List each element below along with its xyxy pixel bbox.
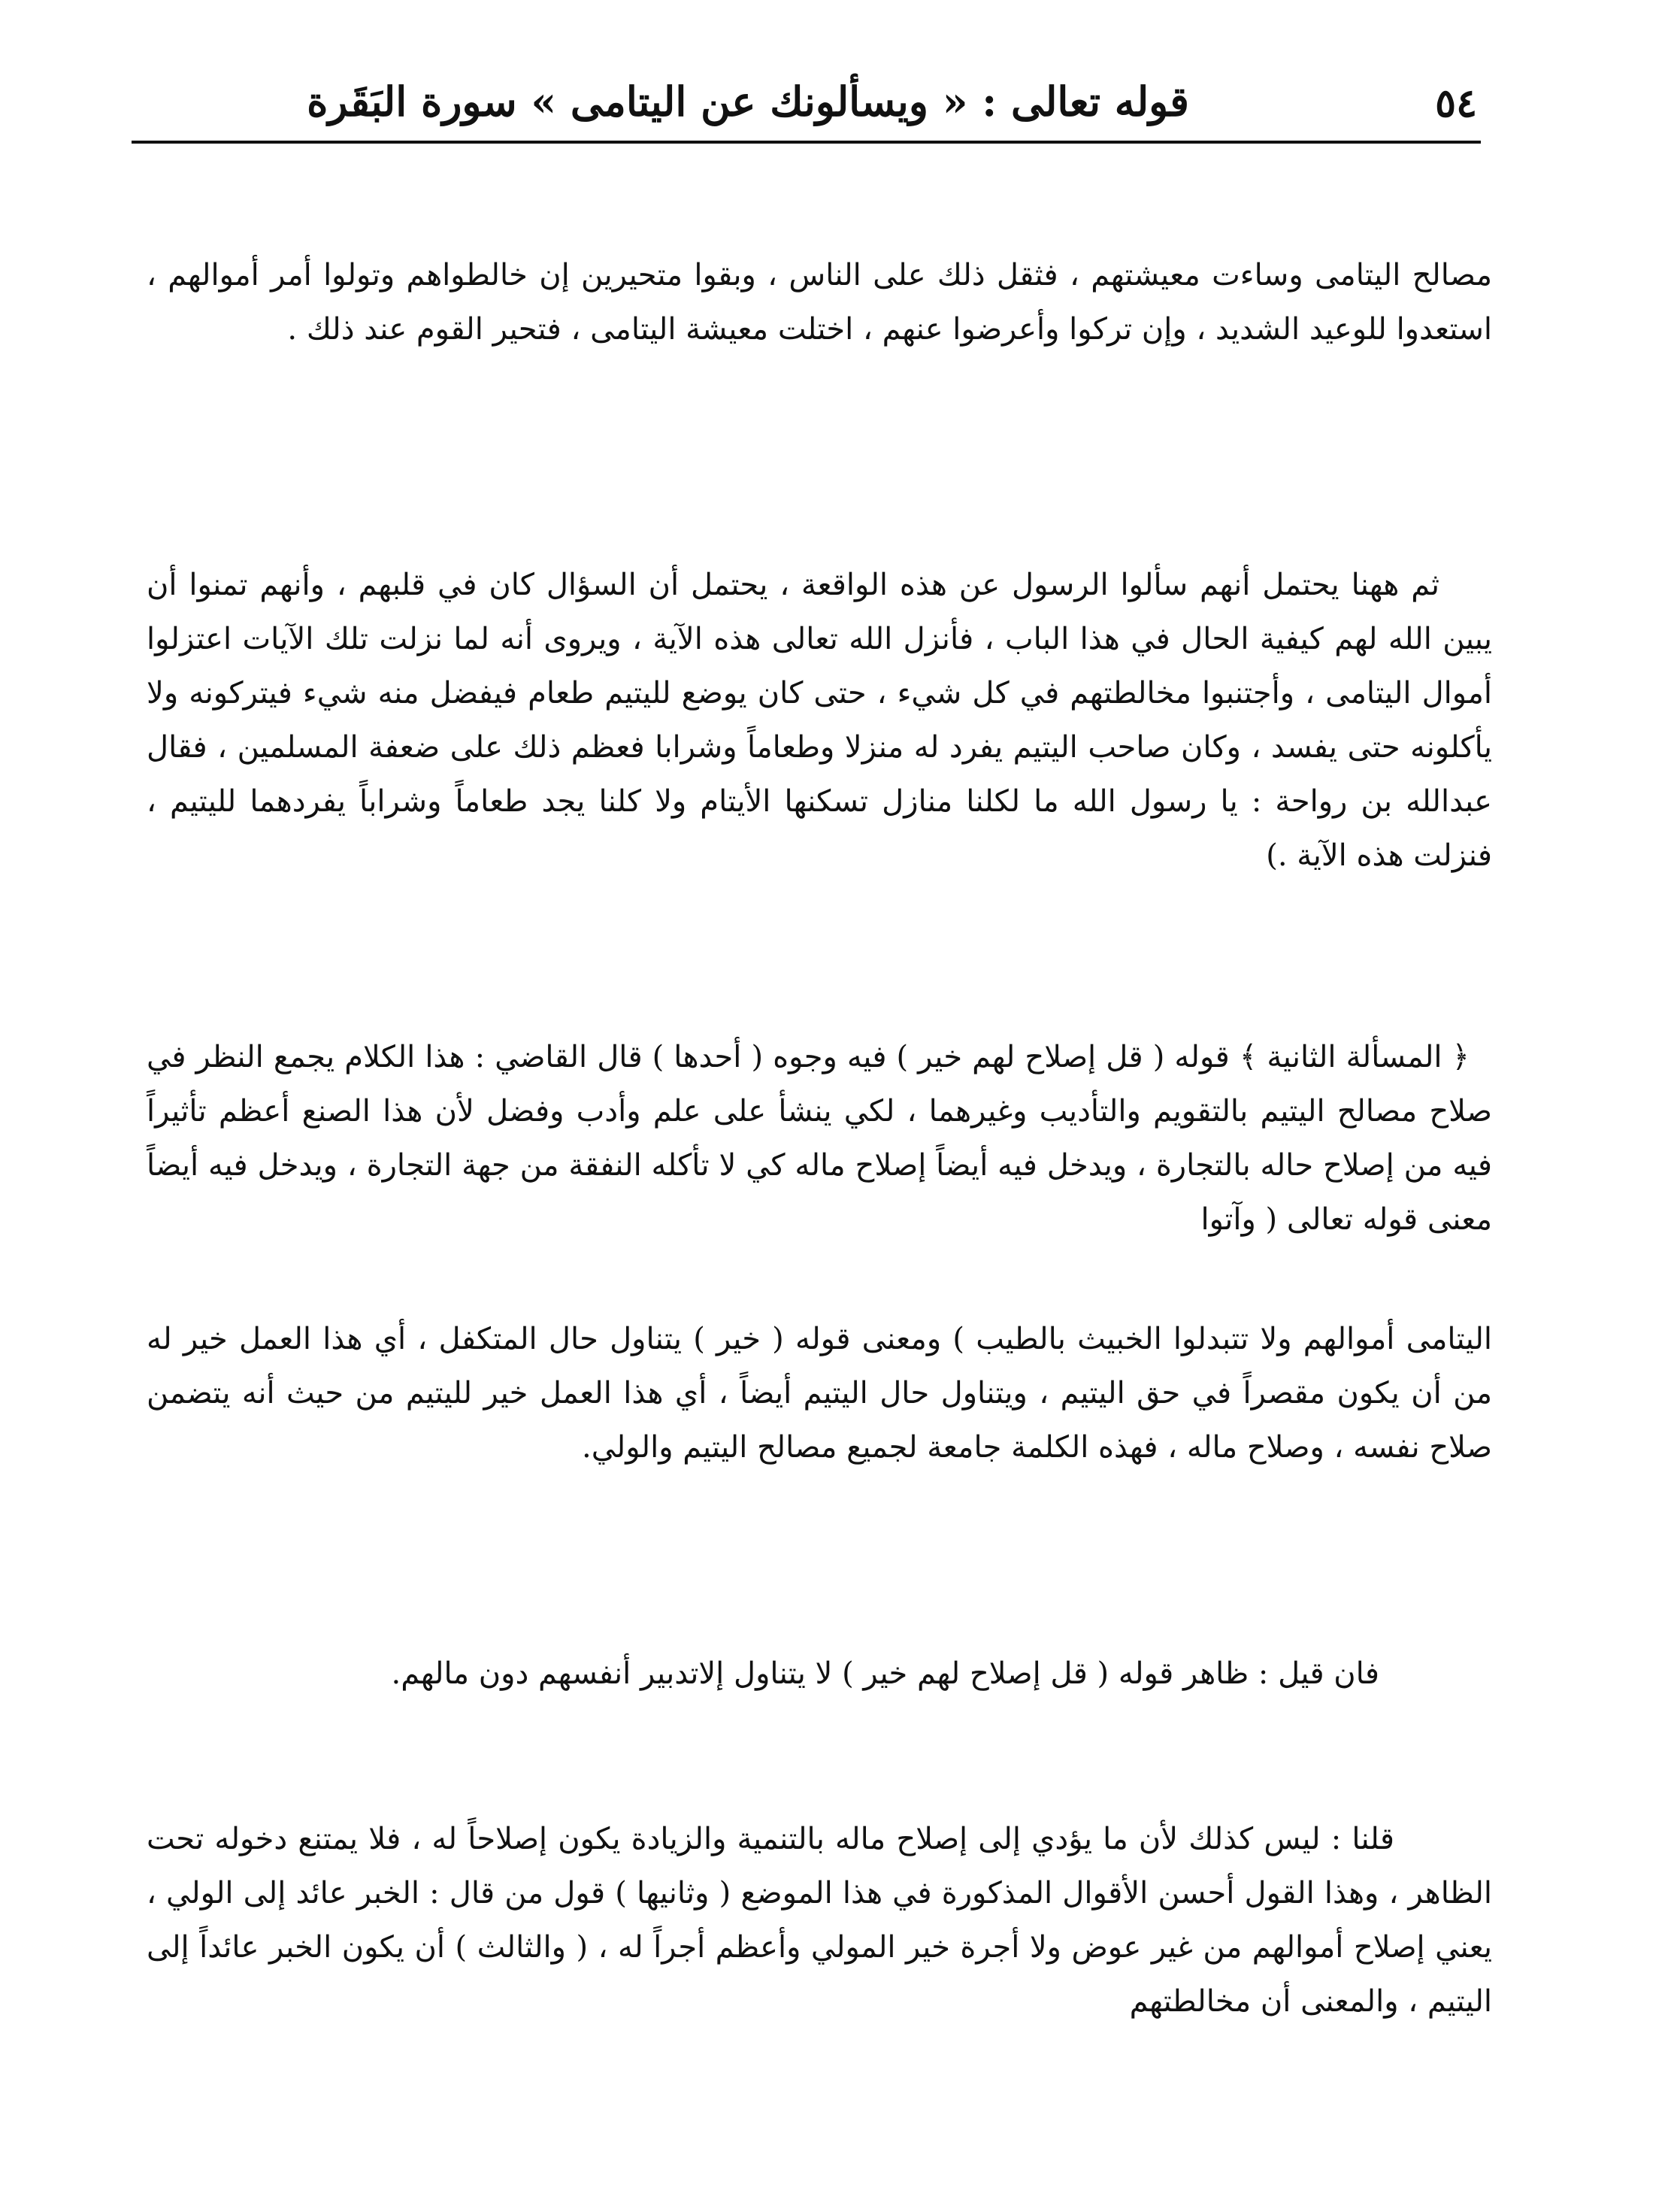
paragraph: ﴿ المسألة الثانية ﴾ قوله ( قل إصلاح لهم خير ) فيه وجوه ( أحدها ) قال القاضي : هذا الكلام يجمع النظر في صلاح مصالح اليتيم بالتقويم والتأديب وغيرهما ، لكي ينشأ على علم وأدب وفضل لأن هذا الصنع أعظم تأثيراً فيه من إصلاح حاله بالتجارة ، ويدخل فيه أيضاً إصلاح ماله كي لا تأكله النفقة من جهة التجارة ، ويدخل فيه أيضاً معنى قوله تعالى ( وآتوا [147, 1040, 1492, 1237]
header-rule [132, 141, 1481, 144]
paragraph: فان قيل : ظاهر قوله ( قل إصلاح لهم خير ) لا يتناول إلاتدبير أنفسهم دون مالهم. [391, 1656, 1379, 1691]
running-title: قوله تعالى : « ويسألونك عن اليتامى » سورة البَقَرة [307, 77, 1189, 126]
page-header [132, 64, 1477, 139]
paragraph: قلنا : ليس كذلك لأن ما يؤدي إلى إصلاح ماله بالتنمية والزيادة يكون إصلاحاً له ، فلا يمتنع دخوله تحت الظاهر ، وهذا القول أحسن الأقوال المذكورة في هذا الموضع ( وثانيها ) قول من قال : الخبر عائد إلى الولي ، يعني إصلاح أموالهم من غير عوض ولا أجرة خير المولي وأعظم أجراً له ، ( والثالث ) أن يكون الخبر عائداً إلى اليتيم ، والمعنى أن مخالطتهم [147, 1822, 1493, 2019]
paragraph: اليتامى أموالهم ولا تتبدلوا الخبيث بالطيب ) ومعنى قوله ( خير ) يتناول حال المتكفل ، أي هذا العمل خير له من أن يكون مقصراً في حق اليتيم ، ويتناول حال اليتيم أيضاً ، أي هذا العمل خير لليتيم من حيث أنه يتضمن صلاح نفسه ، وصلاح ماله ، فهذه الكلمة جامعة لجميع مصالح اليتيم والولي. [147, 1322, 1492, 1465]
page-number: ٥٤ [1435, 80, 1477, 126]
paragraph: مصالح اليتامى وساءت معيشتهم ، فثقل ذلك على الناس ، وبقوا متحيرين إن خالطواهم وتولوا أمر أموالهم ، استعدوا للوعيد الشديد ، وإن تركوا وأعرضوا عنهم ، اختلت معيشة اليتامى ، فتحير القوم عند ذلك . [147, 258, 1492, 347]
paragraph: ثم ههنا يحتمل أنهم سألوا الرسول عن هذه الواقعة ، يحتمل أن السؤال كان في قلبهم ، وأنهم تمنوا أن يبين الله لهم كيفية الحال في هذا الباب ، فأنزل الله تعالى هذه الآية ، ويروى أنه لما نزلت تلك الآيات اعتزلوا أموال اليتامى ، وأجتنبوا مخالطتهم في كل شيء ، حتى كان يوضع لليتيم طعام فيفضل منه شيء فيتركونه ولا يأكلونه حتى يفسد ، وكان صاحب اليتيم يفرد له منزلا وطعاماً وشرابا فعظم ذلك على ضعفة المسلمين ، فقال عبدالله بن رواحة : يا رسول الله ما لكلنا منازل تسكنها الأيتام ولا كلنا يجد طعاماً وشراباً يفردهما لليتيم ، فنزلت هذه الآية .) [147, 568, 1492, 873]
